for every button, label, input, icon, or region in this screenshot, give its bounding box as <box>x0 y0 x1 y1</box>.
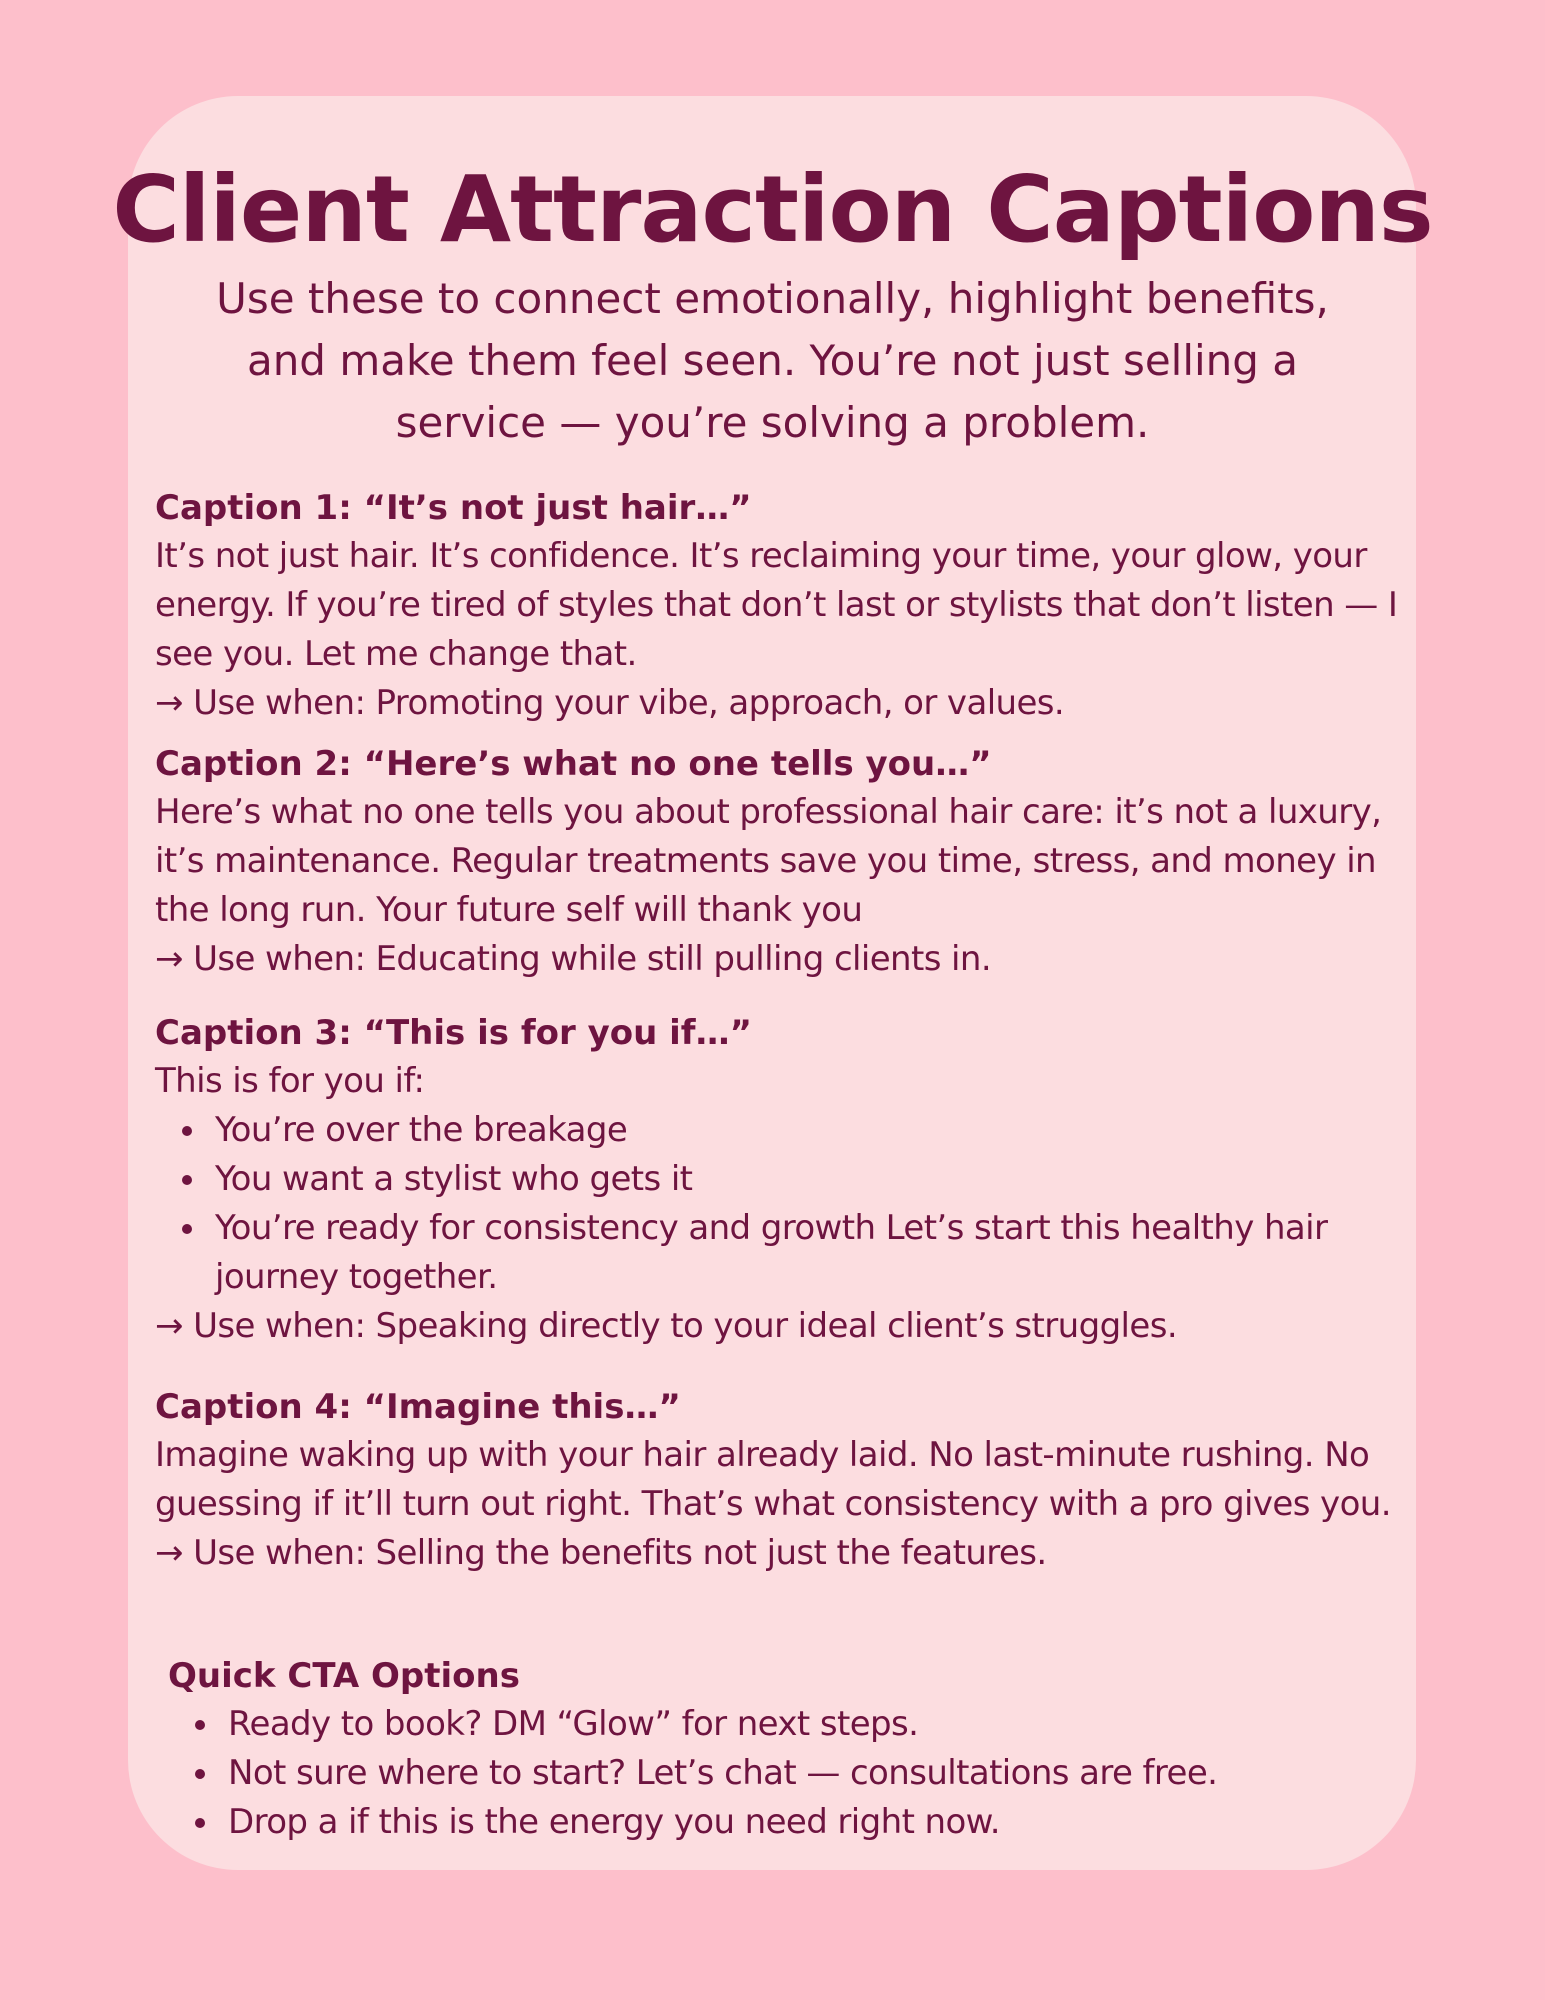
caption-3 <box>155 1009 1400 1351</box>
caption-3-bullet-list <box>155 1106 1345 1302</box>
list-item: Not sure where to start? Let’s chat — consultations are free. <box>168 1749 1413 1798</box>
intro-text: Use these to connect emotionally, highlight benefits, and make them feel seen. You’re not just selling a service — you’re solving a problem. <box>216 274 1329 447</box>
caption-3-use-when: → Use when: Speaking directly to your ideal client’s struggles. <box>155 1306 1178 1346</box>
cta-list <box>168 1700 1413 1847</box>
list-item: You want a stylist who gets it <box>155 1155 1345 1204</box>
cta-heading: Quick CTA Options <box>168 1656 520 1696</box>
caption-4-body: Imagine waking up with your hair already laid. No last-minute rushing. No guessing if it’ll turn out right. That’s what consistency with a pro gives you. <box>155 1435 1391 1524</box>
caption-2-heading: Caption 2: “Here’s what no one tells you…” <box>155 744 992 784</box>
list-item: You’re over the breakage <box>155 1106 1345 1155</box>
caption-3-body: This is for you if: <box>155 1061 425 1101</box>
caption-1 <box>155 484 1400 728</box>
cta-section <box>168 1652 1413 1847</box>
caption-1-body: It’s not just hair. It’s confidence. It’s reclaiming your time, your glow, your energy. If you’re tired of styles that don’t last or stylists that don’t listen — I see you. Let me change that. <box>155 536 1398 674</box>
caption-2-body: Here’s what no one tells you about professional hair care: it’s not a luxury, it’s maintenance. Regular treatments save you time, stress, and money in the long run. Your future self will thank you <box>155 792 1382 930</box>
list-item: You’re ready for consistency and growth Let’s start this healthy hair journey together. <box>155 1204 1345 1302</box>
list-item: Ready to book? DM “Glow” for next steps. <box>168 1700 1413 1749</box>
caption-3-heading: Caption 3: “This is for you if…” <box>155 1013 752 1053</box>
caption-1-use-when: → Use when: Promoting your vibe, approach, or values. <box>155 683 1065 723</box>
caption-4 <box>155 1383 1400 1578</box>
caption-1-heading: Caption 1: “It’s not just hair…” <box>155 488 752 528</box>
caption-2-use-when: → Use when: Educating while still pulling clients in. <box>155 939 992 979</box>
caption-4-heading: Caption 4: “Imagine this…” <box>155 1387 681 1427</box>
list-item: Drop a if this is the energy you need right now. <box>168 1798 1413 1847</box>
caption-4-use-when: → Use when: Selling the benefits not just the features. <box>155 1533 1047 1573</box>
page-title: Client Attraction Captions <box>112 156 1433 263</box>
caption-2 <box>155 740 1400 984</box>
